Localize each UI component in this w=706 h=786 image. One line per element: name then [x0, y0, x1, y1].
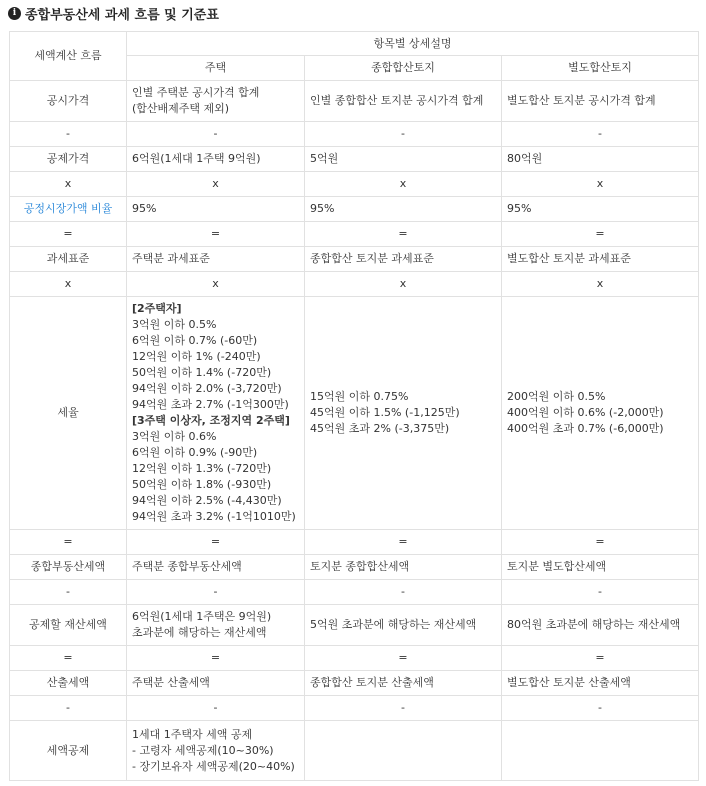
cell-house: 주택분 종합부동산세액	[127, 555, 305, 580]
row-label: -	[10, 580, 127, 605]
cell-sep: =	[502, 222, 699, 247]
rate-line: 15억원 이하 0.75%	[310, 390, 409, 403]
rate-line: 94억원 초과 2.7% (-1억300만)	[132, 398, 289, 411]
row-label: x	[10, 172, 127, 197]
row-label: =	[10, 530, 127, 555]
cell-comp	[305, 721, 502, 781]
row-label: 공정시장가액 비율	[10, 197, 127, 222]
row-calculated-tax	[10, 671, 699, 696]
cell-house: -	[127, 696, 305, 721]
cell-sep: -	[502, 122, 699, 147]
row-label: 공시가격	[10, 81, 127, 122]
row-label: x	[10, 272, 127, 297]
rate-group-heading: [2주택자]	[132, 302, 182, 315]
cell-comp: x	[305, 272, 502, 297]
cell-comp: -	[305, 696, 502, 721]
cell-house: 95%	[127, 197, 305, 222]
cell-sep: =	[502, 646, 699, 671]
rate-line: 45억원 초과 2% (-3,375만)	[310, 422, 450, 435]
tax-flow-table	[9, 31, 699, 781]
cell-sep: 80억원	[502, 147, 699, 172]
col-sep-header: 별도합산토지	[502, 56, 699, 81]
cell-comp: -	[305, 580, 502, 605]
cell-line: 1세대 1주택자 세액 공제	[132, 727, 253, 741]
cell-comp: 5억원	[305, 147, 502, 172]
page-title: 종합부동산세 과세 흐름 및 기준표	[25, 7, 219, 23]
cell-sep: 별도합산 토지분 공시가격 합계	[502, 81, 699, 122]
cell-house	[127, 721, 305, 781]
col-comp-header: 종합합산토지	[305, 56, 502, 81]
row-label: 산출세액	[10, 671, 127, 696]
cell-sep: 별도합산 토지분 산출세액	[502, 671, 699, 696]
rate-line: 3억원 이하 0.6%	[132, 430, 217, 443]
row-operator	[10, 122, 699, 147]
rate-line: 94억원 이하 2.5% (-4,430만)	[132, 494, 282, 507]
cell-sep: -	[502, 696, 699, 721]
cell-sep: 토지분 별도합산세액	[502, 555, 699, 580]
cell-line: - 고령자 세액공제(10~30%)	[132, 743, 274, 757]
flow-header: 세액계산 흐름	[10, 32, 127, 81]
cell-comp: 5억원 초과분에 해당하는 재산세액	[305, 605, 502, 646]
rate-line: 94억원 초과 3.2% (-1억1010만)	[132, 510, 296, 523]
rate-line: 94억원 이하 2.0% (-3,720만)	[132, 382, 282, 395]
row-operator	[10, 646, 699, 671]
rate-line: 400억원 이하 0.6% (-2,000만)	[507, 406, 664, 419]
row-tax-credit	[10, 721, 699, 781]
row-label: 세율	[10, 297, 127, 530]
row-fair-market-ratio	[10, 197, 699, 222]
rate-line: 45억원 이하 1.5% (-1,125만)	[310, 406, 460, 419]
cell-comp: =	[305, 222, 502, 247]
cell-house: 6억원(1세대 1주택 9억원)	[127, 147, 305, 172]
cell-sep: x	[502, 272, 699, 297]
cell-comp	[305, 297, 502, 530]
cell-house: x	[127, 272, 305, 297]
row-label: 종합부동산세액	[10, 555, 127, 580]
row-operator	[10, 222, 699, 247]
cell-line: 인별 주택분 공시가격 합계	[132, 86, 260, 99]
cell-comp: x	[305, 172, 502, 197]
row-operator	[10, 172, 699, 197]
cell-comp: =	[305, 530, 502, 555]
title-bar	[0, 0, 706, 26]
cell-sep: 95%	[502, 197, 699, 222]
rate-line: 50억원 이하 1.8% (-930만)	[132, 478, 272, 491]
rate-line: 6억원 이하 0.9% (-90만)	[132, 446, 258, 459]
rate-line: 6억원 이하 0.7% (-60만)	[132, 334, 258, 347]
cell-line: (합산배제주택 제외)	[132, 102, 230, 115]
cell-comp: 인별 종합합산 토지분 공시가격 합계	[305, 81, 502, 122]
rate-line: 50억원 이하 1.4% (-720만)	[132, 366, 272, 379]
cell-sep: =	[502, 530, 699, 555]
row-label: 공제할 재산세액	[10, 605, 127, 646]
cell-comp: 토지분 종합합산세액	[305, 555, 502, 580]
cell-comp: -	[305, 122, 502, 147]
cell-sep	[502, 721, 699, 781]
rate-line: 200억원 이하 0.5%	[507, 390, 606, 403]
row-tax-base	[10, 247, 699, 272]
row-label: -	[10, 122, 127, 147]
info-icon: i	[8, 7, 21, 20]
row-tax-rate	[10, 297, 699, 530]
row-comprehensive-tax	[10, 555, 699, 580]
cell-line: 6억원(1세대 1주택은 9억원)	[132, 610, 272, 623]
cell-house	[127, 605, 305, 646]
cell-house: =	[127, 222, 305, 247]
rate-group-heading: [3주택 이상자, 조정지역 2주택]	[132, 414, 290, 427]
cell-sep	[502, 297, 699, 530]
cell-sep: 80억원 초과분에 해당하는 재산세액	[502, 605, 699, 646]
row-label: =	[10, 222, 127, 247]
row-label: =	[10, 646, 127, 671]
row-label: 과세표준	[10, 247, 127, 272]
cell-sep: 별도합산 토지분 과세표준	[502, 247, 699, 272]
row-public-price	[10, 81, 699, 122]
cell-sep: x	[502, 172, 699, 197]
cell-house: 주택분 과세표준	[127, 247, 305, 272]
cell-house: -	[127, 580, 305, 605]
cell-comp: 95%	[305, 197, 502, 222]
rate-line: 400억원 초과 0.7% (-6,000만)	[507, 422, 664, 435]
row-label: 세액공제	[10, 721, 127, 781]
row-property-tax-deduction	[10, 605, 699, 646]
row-deduction-price	[10, 147, 699, 172]
row-operator	[10, 580, 699, 605]
cell-house	[127, 297, 305, 530]
cell-house: =	[127, 646, 305, 671]
cell-comp: 종합합산 토지분 산출세액	[305, 671, 502, 696]
rate-line: 12억원 이하 1.3% (-720만)	[132, 462, 272, 475]
row-operator	[10, 696, 699, 721]
rate-line: 12억원 이하 1% (-240만)	[132, 350, 261, 363]
cell-comp: 종합합산 토지분 과세표준	[305, 247, 502, 272]
col-house-header: 주택	[127, 56, 305, 81]
cell-house: 주택분 산출세액	[127, 671, 305, 696]
cell-house: x	[127, 172, 305, 197]
cell-line: 초과분에 해당하는 재산세액	[132, 626, 267, 639]
cell-house: -	[127, 122, 305, 147]
detail-header: 항목별 상세설명	[127, 32, 699, 56]
cell-house: =	[127, 530, 305, 555]
cell-house	[127, 81, 305, 122]
row-operator	[10, 530, 699, 555]
cell-comp: =	[305, 646, 502, 671]
cell-sep: -	[502, 580, 699, 605]
row-label: -	[10, 696, 127, 721]
rate-line: 3억원 이하 0.5%	[132, 318, 217, 331]
row-operator	[10, 272, 699, 297]
row-label: 공제가격	[10, 147, 127, 172]
cell-line: - 장기보유자 세액공제(20~40%)	[132, 759, 295, 773]
